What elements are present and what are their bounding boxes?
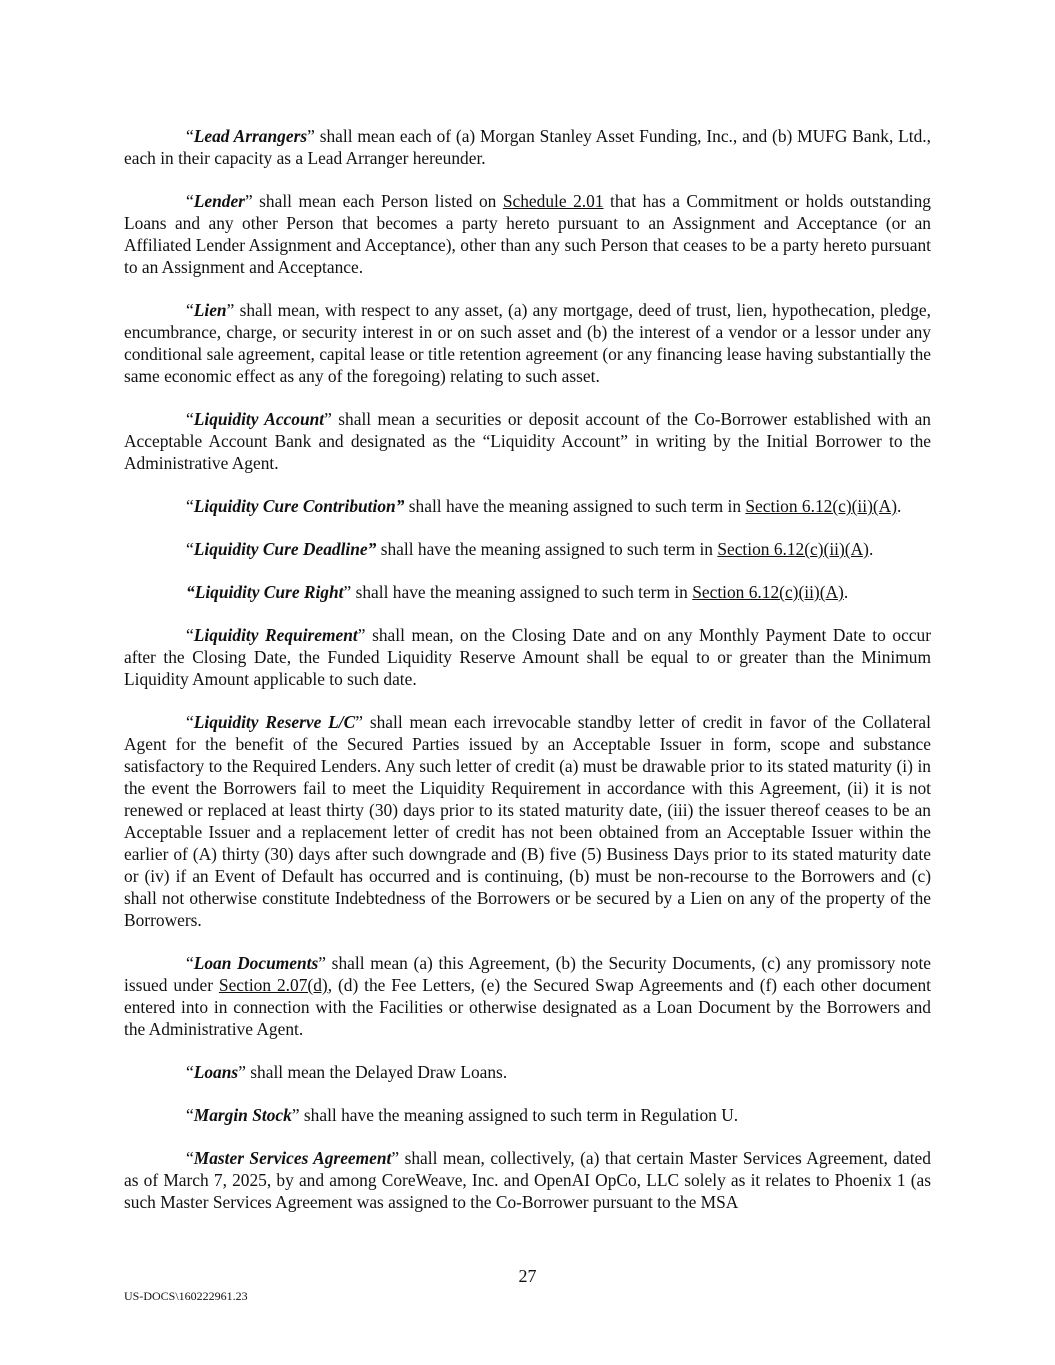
defined-term: Liquidity Requirement xyxy=(193,625,358,645)
definition-text: shall have the meaning assigned to such term in Regulation U. xyxy=(299,1105,739,1125)
definition-loan-documents xyxy=(124,952,931,1040)
definition-text: shall mean, collectively, (a) that certain Master Services Agreement, dated as of March 7, 2025, by and among CoreWeave, Inc. and OpenAI OpCo, LLC solely as it relates to Phoenix 1 (as such Master Services Agreement was assigned to the Co-Borrower pursuant to the MSA xyxy=(124,1148,931,1212)
definition-text: shall mean, on the Closing Date and on any Monthly Payment Date to occur after the Closing Date, the Funded Liquidity Reserve Amount shall be equal to or greater than the Minimum Liquidity Amount applicable to such date. xyxy=(124,625,931,689)
defined-term: Lender xyxy=(193,191,245,211)
definition-margin-stock xyxy=(124,1104,931,1126)
document-id: US-DOCS\160222961.23 xyxy=(124,1289,248,1303)
close-quote: ” xyxy=(238,1062,246,1082)
open-quote: “ xyxy=(186,126,194,146)
close-quote: ” xyxy=(307,126,315,146)
defined-term: Liquidity Reserve L/C xyxy=(193,712,356,732)
defined-term: Master Services Agreement xyxy=(193,1148,392,1168)
period: . xyxy=(897,496,902,516)
close-quote: ” xyxy=(318,953,326,973)
page-number: 27 xyxy=(518,1266,537,1286)
definition-text: , (d) the Fee Letters, (e) the Secured Swap Agreements and (f) each other document entered into in connection with the Facilities or otherwise designated as a Loan Document by the Borrowers and the Administrative Agent. xyxy=(124,975,931,1039)
defined-term: Lien xyxy=(193,300,227,320)
document-body xyxy=(124,125,931,1234)
defined-term: “Liquidity Cure Right xyxy=(186,582,344,602)
definition-liquidity-cure-right xyxy=(124,581,931,603)
definition-text: that has a Commitment or holds outstanding Loans and any other Person that becomes a party hereto pursuant to an Assignment and Acceptance (or an Affiliated Lender Assignment and Acceptance), other than any such Person that ceases to be a party hereto pursuant to an Assignment and Acceptance. xyxy=(124,191,932,277)
definition-liquidity-cure-deadline xyxy=(124,538,931,560)
definition-lien xyxy=(124,299,931,387)
cross-reference-link[interactable]: Section 2.07(d) xyxy=(218,975,328,995)
defined-term: Loan Documents xyxy=(193,953,319,973)
open-quote: “ xyxy=(186,1105,194,1125)
definition-text: shall mean a securities or deposit account of the Co-Borrower established with an Acceptable Account Bank and designated as the “Liquidity Account” in writing by the Initial Borrower to the Administrative Agent. xyxy=(124,409,931,473)
close-quote: ” xyxy=(391,1148,400,1168)
definition-text: shall mean (a) this Agreement, (b) the Security Documents, (c) any promissory note issued under xyxy=(124,953,931,995)
open-quote: “ xyxy=(186,539,194,559)
definition-text: shall have the meaning assigned to such term in xyxy=(351,582,693,602)
close-quote: ” xyxy=(343,582,352,602)
defined-term: Loans xyxy=(193,1062,239,1082)
open-quote: “ xyxy=(186,409,194,429)
definition-text: shall mean each of (a) Morgan Stanley Asset Funding, Inc., and (b) MUFG Bank, Ltd., each in their capacity as a Lead Arranger hereunder. xyxy=(124,126,931,168)
definition-text: shall mean the Delayed Draw Loans. xyxy=(245,1062,508,1082)
definition-liquidity-account xyxy=(124,408,931,474)
definition-text: shall have the meaning assigned to such term in xyxy=(376,539,718,559)
close-quote: ” xyxy=(324,409,332,429)
cross-reference-link[interactable]: Section 6.12(c)(ii)(A) xyxy=(717,539,869,559)
defined-term: Margin Stock xyxy=(193,1105,292,1125)
definition-text: shall mean, with respect to any asset, (a) any mortgage, deed of trust, lien, hypothecation, pledge, encumbrance, charge, or security interest in or on such asset and (b) the interest of a vendor or a lessor under any conditional sale agreement, capital lease or title retention agreement (or any financing lease having substantially the same economic effect as any of the foregoing) relating to such asset. xyxy=(124,300,931,386)
open-quote: “ xyxy=(186,625,194,645)
open-quote: “ xyxy=(186,191,194,211)
open-quote: “ xyxy=(186,1062,194,1082)
defined-term: Liquidity Account xyxy=(193,409,325,429)
open-quote: “ xyxy=(186,300,194,320)
definition-text: shall have the meaning assigned to such term in xyxy=(404,496,746,516)
definition-master-services-agreement xyxy=(124,1147,931,1213)
defined-term: Liquidity Cure Deadline” xyxy=(193,539,377,559)
definition-text: shall mean each Person listed on xyxy=(252,191,503,211)
close-quote: ” xyxy=(226,300,235,320)
cross-reference-link[interactable]: Section 6.12(c)(ii)(A) xyxy=(692,582,844,602)
defined-term: Liquidity Cure Contribution” xyxy=(193,496,405,516)
close-quote: ” xyxy=(355,712,363,732)
open-quote: “ xyxy=(186,1148,194,1168)
close-quote: ” xyxy=(244,191,253,211)
defined-term: Lead Arrangers xyxy=(193,126,308,146)
cross-reference-link[interactable]: Section 6.12(c)(ii)(A) xyxy=(745,496,898,516)
definition-loans xyxy=(124,1061,931,1083)
definition-lender xyxy=(124,190,931,278)
cross-reference-link[interactable]: Schedule 2.01 xyxy=(502,191,604,211)
open-quote: “ xyxy=(186,953,194,973)
close-quote: ” xyxy=(357,625,366,645)
definition-liquidity-requirement xyxy=(124,624,931,690)
period: . xyxy=(843,582,849,602)
definition-liquidity-reserve-lc xyxy=(124,711,931,931)
open-quote: “ xyxy=(186,496,194,516)
definition-text: shall mean each irrevocable standby letter of credit in favor of the Collateral Agent for the benefit of the Secured Parties issued by an Acceptable Issuer in form, scope and substance satisfactory to the Required Lenders. Any such letter of credit (a) must be drawable prior to its stated maturity (i) in the event the Borrowers fail to meet the Liquidity Requirement in accordance with this Agreement, (ii) it is not renewed or replaced at least thirty (30) days prior to its stated maturity date, (iii) the issuer thereof ceases to be an Acceptable Issuer and a replacement letter of credit has not been obtained from an Acceptable Issuer within the earlier of (A) thirty (30) days after such downgrade and (B) five (5) Business Days prior to its stated maturity date or (iv) if an Event of Default has occurred and is continuing, (b) must be non-recourse to the Borrowers and (c) shall not otherwise constitute Indebtedness of the Borrowers or be secured by a Lien on any of the property of the Borrowers. xyxy=(124,712,931,930)
open-quote: “ xyxy=(186,712,194,732)
definition-liquidity-cure-contribution xyxy=(124,495,931,517)
definition-lead-arrangers xyxy=(124,125,931,169)
close-quote: ” xyxy=(291,1105,300,1125)
period: . xyxy=(868,539,874,559)
